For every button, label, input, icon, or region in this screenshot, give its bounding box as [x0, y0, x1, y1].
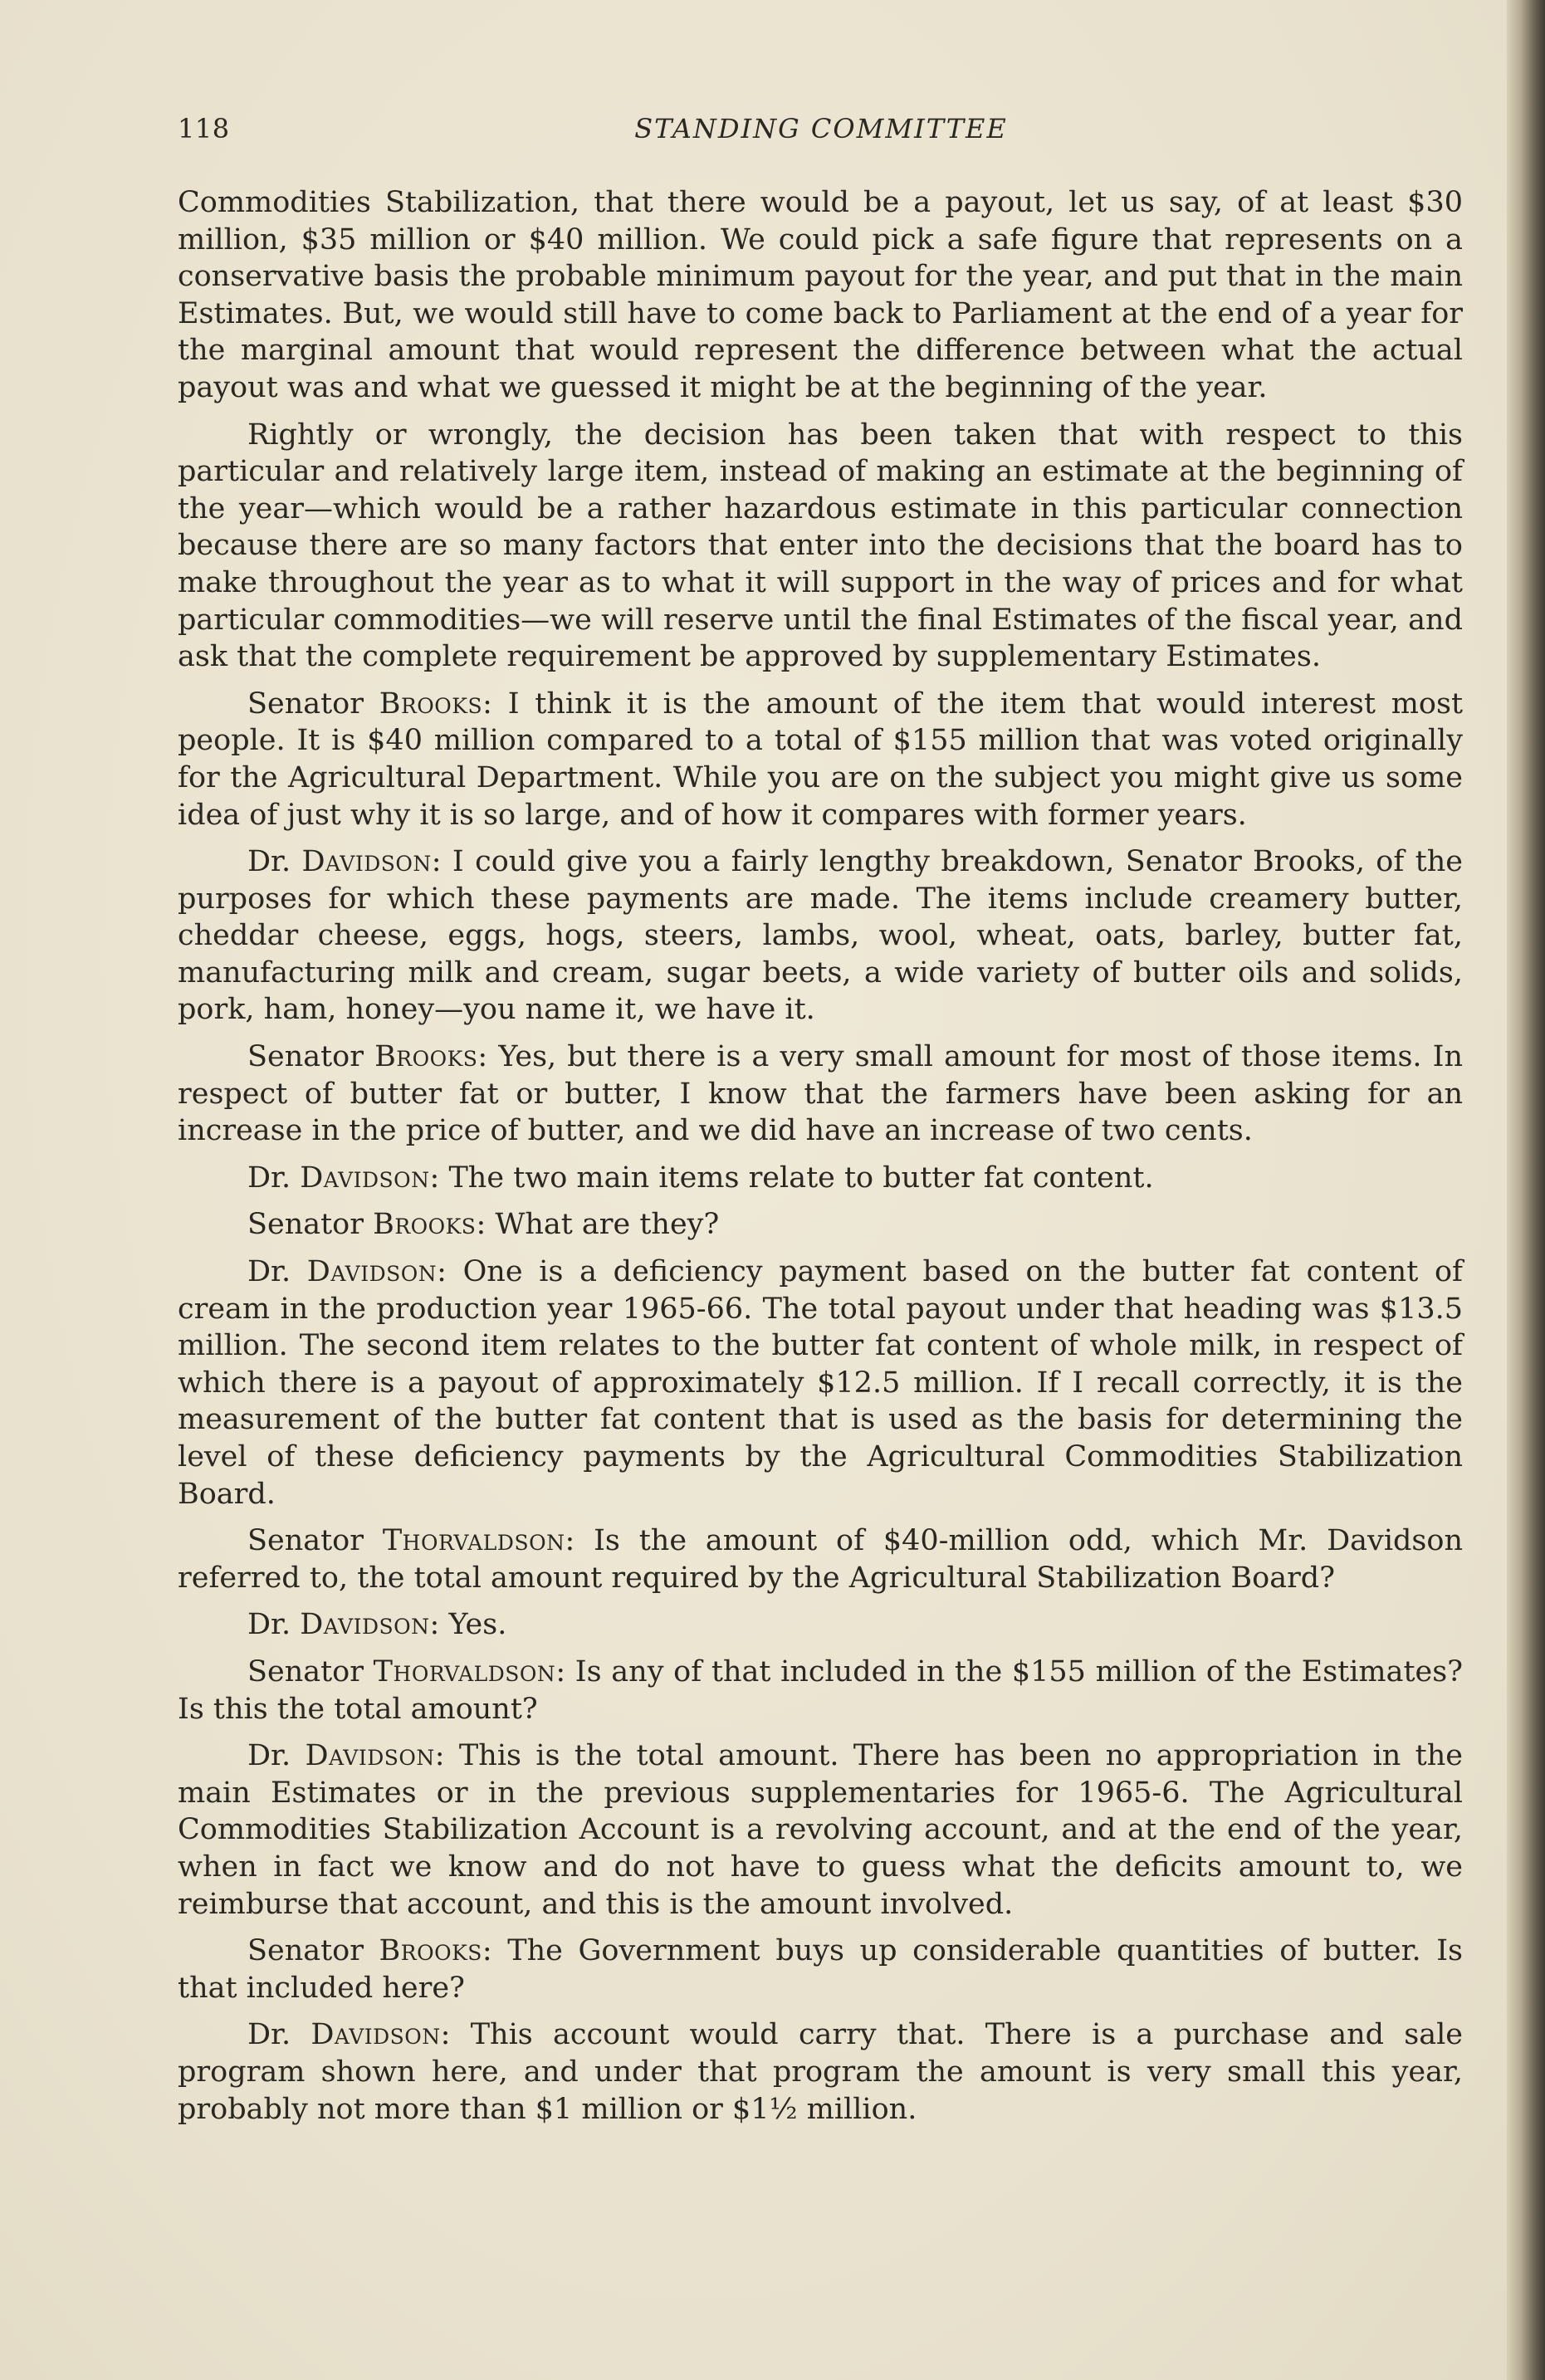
- speaker-title: Dr.: [247, 845, 302, 879]
- paragraph-text: : The two main items relate to butter fat content.: [429, 1161, 1154, 1195]
- speaker-name: Davidson: [306, 1255, 438, 1289]
- speaker-name: Brooks: [379, 687, 483, 721]
- book-binding-edge: [1507, 0, 1545, 2380]
- paragraph: [178, 686, 1463, 833]
- paragraph-text: : Yes.: [429, 1608, 507, 1642]
- speaker-title: Senator: [247, 1654, 374, 1688]
- paragraph: [178, 1737, 1463, 1923]
- paragraph: [178, 1206, 1463, 1244]
- paragraph-text: : This account would carry that. There is a purchase and sale program shown here, and under that program the amount is very small this year, probably not more than $1 million or $1½ million.: [178, 2018, 1463, 2126]
- paragraph: [178, 2016, 1463, 2128]
- page-number: 118: [178, 113, 230, 144]
- speaker-name: Thorvaldson: [382, 1524, 565, 1558]
- paragraph-text: Commodities Stabilization, that there would be a payout, let us say, of at least $30 million, $35 million or $40 million. We could pick a safe figure that represents on a conservative basis the probable minimum payout for the year, and put that in the main Estimates. But, we would still have to come back to Parliament at the end of a year for the marginal amount that would represent the difference between what the actual payout was and what we guessed it might be at the beginning of the year.: [178, 186, 1463, 404]
- paragraph-text: : I think it is the amount of the item that would interest most people. It is $40 million compared to a total of $155 million that was voted originally for the Agricultural Department. While you are on the subject you might give us some idea of just why it is so large, and of how it compares with former years.: [178, 687, 1464, 832]
- paragraph-text: : Is any of that included in the $155 million of the Estimates? Is this the total amount?: [178, 1654, 1463, 1726]
- paragraph-text: : One is a deficiency payment based on the butter fat content of cream in the production year 1965-66. The total payout under that heading was $13.5 million. The second item relates to the butter fat content of whole milk, in respect of which there is a payout of approximately $12.5 million. If I recall correctly, it is the measurement of the butter fat content that is used as the basis for determining the level of these deficiency payments by the Agricultural Commodities Stabilization Board.: [178, 1255, 1463, 1511]
- page-header: [178, 113, 1464, 154]
- speaker-title: Senator: [247, 1040, 375, 1074]
- paragraph: [178, 843, 1463, 1029]
- speaker-title: Senator: [247, 687, 379, 721]
- speaker-title: Dr.: [247, 1161, 301, 1195]
- paragraph: [178, 1654, 1463, 1728]
- transcript-body: [178, 184, 1463, 2138]
- paragraph: [178, 1522, 1463, 1596]
- speaker-title: Dr.: [247, 1739, 306, 1773]
- paragraph-text: : The Government buys up considerable quantities of butter. Is that included here?: [178, 1934, 1463, 2005]
- speaker-title: Dr.: [247, 1255, 307, 1289]
- speaker-title: Dr.: [247, 2018, 311, 2052]
- speaker-name: Davidson: [300, 1608, 430, 1642]
- paragraph: [178, 1039, 1463, 1150]
- speaker-name: Brooks: [379, 1934, 482, 1968]
- speaker-title: Senator: [247, 1208, 374, 1242]
- paragraph: [178, 1160, 1463, 1197]
- speaker-name: Brooks: [374, 1040, 478, 1074]
- paragraph: [178, 417, 1463, 676]
- paragraph: [178, 1933, 1463, 2006]
- speaker-title: Senator: [247, 1524, 383, 1558]
- paragraph-text: : What are they?: [476, 1208, 720, 1242]
- paragraph: [178, 1606, 1463, 1644]
- running-title: STANDING COMMITTEE: [634, 113, 1008, 144]
- speaker-name: Davidson: [310, 2018, 441, 2052]
- paragraph-text: : Yes, but there is a very small amount for most of those items. In respect of butter fat or butter, I know that the farmers have been asking for an increase in the price of butter, and we did have an increase of two cents.: [178, 1040, 1463, 1148]
- speaker-name: Brooks: [373, 1208, 477, 1242]
- paragraph-text: : This is the total amount. There has been no appropriation in the main Estimates or in the previous supplementaries for 1965-6. The Agricultural Commodities Stabilization Account is a revolving account, and at the end of the year, when in fact we know and do not have to guess what the deficits amount to, we reimburse that account, and this is the amount involved.: [178, 1739, 1463, 1921]
- paragraph: [178, 1254, 1463, 1513]
- speaker-name: Thorvaldson: [373, 1654, 556, 1688]
- paragraph-text: : I could give you a fairly lengthy breakdown, Senator Brooks, of the purposes for which these payments are made. The items include creamery butter, cheddar cheese, eggs, hogs, steers, lambs, wool, wheat, oats, barley, butter fat, manufacturing milk and cream, sugar beets, a wide variety of butter oils and solids, pork, ham, honey—you name it, we have it.: [178, 845, 1463, 1027]
- paragraph: [178, 184, 1463, 407]
- paragraph-text: : Is the amount of $40-million odd, which Mr. Davidson referred to, the total amount required by the Agricultural Stabilization Board?: [178, 1524, 1463, 1595]
- speaker-title: Senator: [247, 1934, 379, 1968]
- paragraph-text: Rightly or wrongly, the decision has been taken that with respect to this particular and relatively large item, instead of making an estimate at the beginning of the year—which would be a rather hazardous estimate in this particular connection because there are so many factors that enter into the decisions that the board has to make throughout the year as to what it will support in the way of prices and for what particular commodities—we will reserve until the final Estimates of the fiscal year, and ask that the complete requirement be approved by supplementary Estimates.: [178, 418, 1463, 674]
- speaker-name: Davidson: [305, 1739, 435, 1773]
- speaker-title: Dr.: [247, 1608, 301, 1642]
- speaker-name: Davidson: [300, 1161, 430, 1195]
- speaker-name: Davidson: [301, 845, 432, 879]
